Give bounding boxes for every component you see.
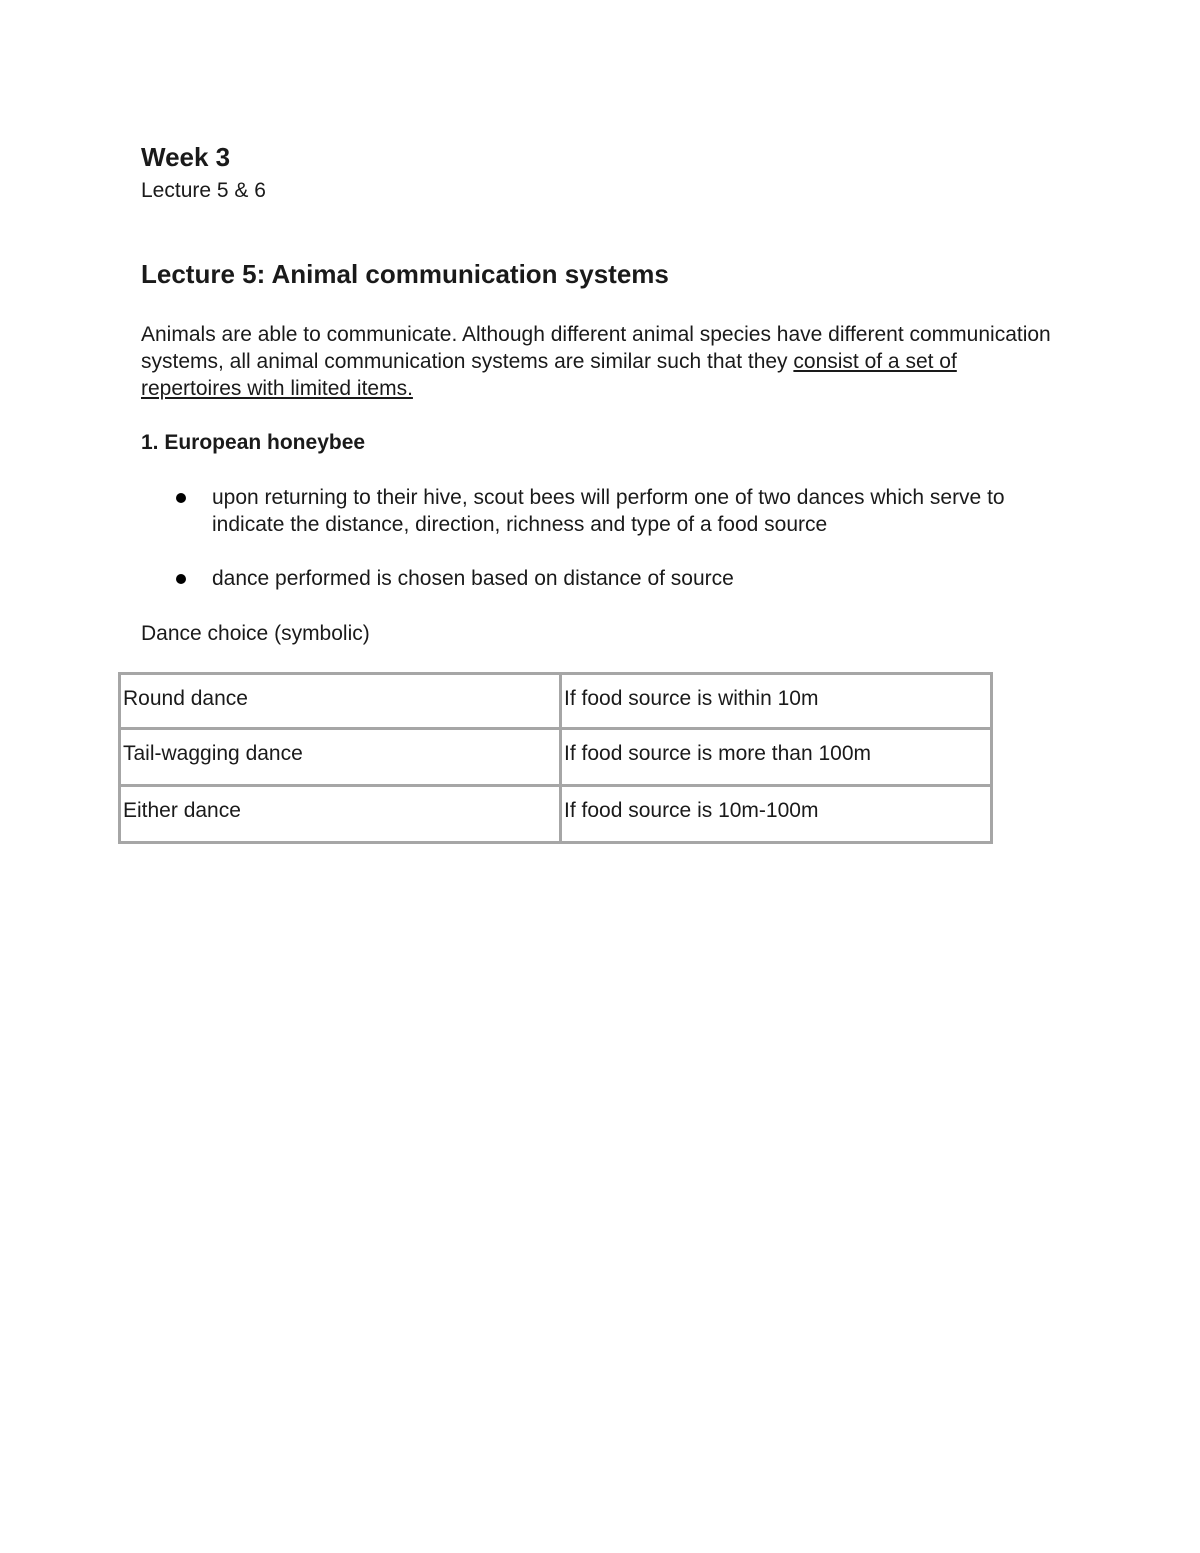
bullet-text: upon returning to their hive, scout bees will perform one of two dances which serve to indicate the distance, direction, richness and type of a food source bbox=[212, 486, 1005, 536]
bullet-text: dance performed is chosen based on distance of source bbox=[212, 567, 734, 590]
table-cell-condition: If food source is more than 100m bbox=[561, 729, 992, 786]
table-cell-dance: Tail-wagging dance bbox=[120, 729, 561, 786]
table-cell-dance: Round dance bbox=[120, 674, 561, 729]
bullet-list bbox=[141, 484, 1041, 592]
week-title: Week 3 bbox=[141, 142, 231, 172]
intro-paragraph bbox=[141, 321, 1061, 402]
bullet-icon bbox=[176, 493, 186, 503]
bullet-item bbox=[141, 565, 1041, 592]
bullet-icon bbox=[176, 574, 186, 584]
section-heading: 1. European honeybee bbox=[141, 431, 366, 454]
table-cell-condition: If food source is within 10m bbox=[561, 674, 992, 729]
table-cell-condition: If food source is 10m-100m bbox=[561, 786, 992, 843]
table-row bbox=[120, 674, 992, 729]
dance-choice-table bbox=[118, 672, 993, 844]
table-row bbox=[120, 786, 992, 843]
intro-text: Animals are able to communicate. Although different animal species have different communication systems, all animal communication systems are similar such that they bbox=[141, 323, 1051, 373]
lecture-heading: Lecture 5: Animal communication systems bbox=[141, 259, 669, 289]
lecture-subtitle: Lecture 5 & 6 bbox=[141, 179, 266, 202]
bullet-item bbox=[141, 484, 1041, 538]
table-caption: Dance choice (symbolic) bbox=[141, 622, 370, 645]
table-cell-dance: Either dance bbox=[120, 786, 561, 843]
table-row bbox=[120, 729, 992, 786]
intro-underlined-text: consist of a set of repertoires with limited items. bbox=[141, 350, 957, 400]
